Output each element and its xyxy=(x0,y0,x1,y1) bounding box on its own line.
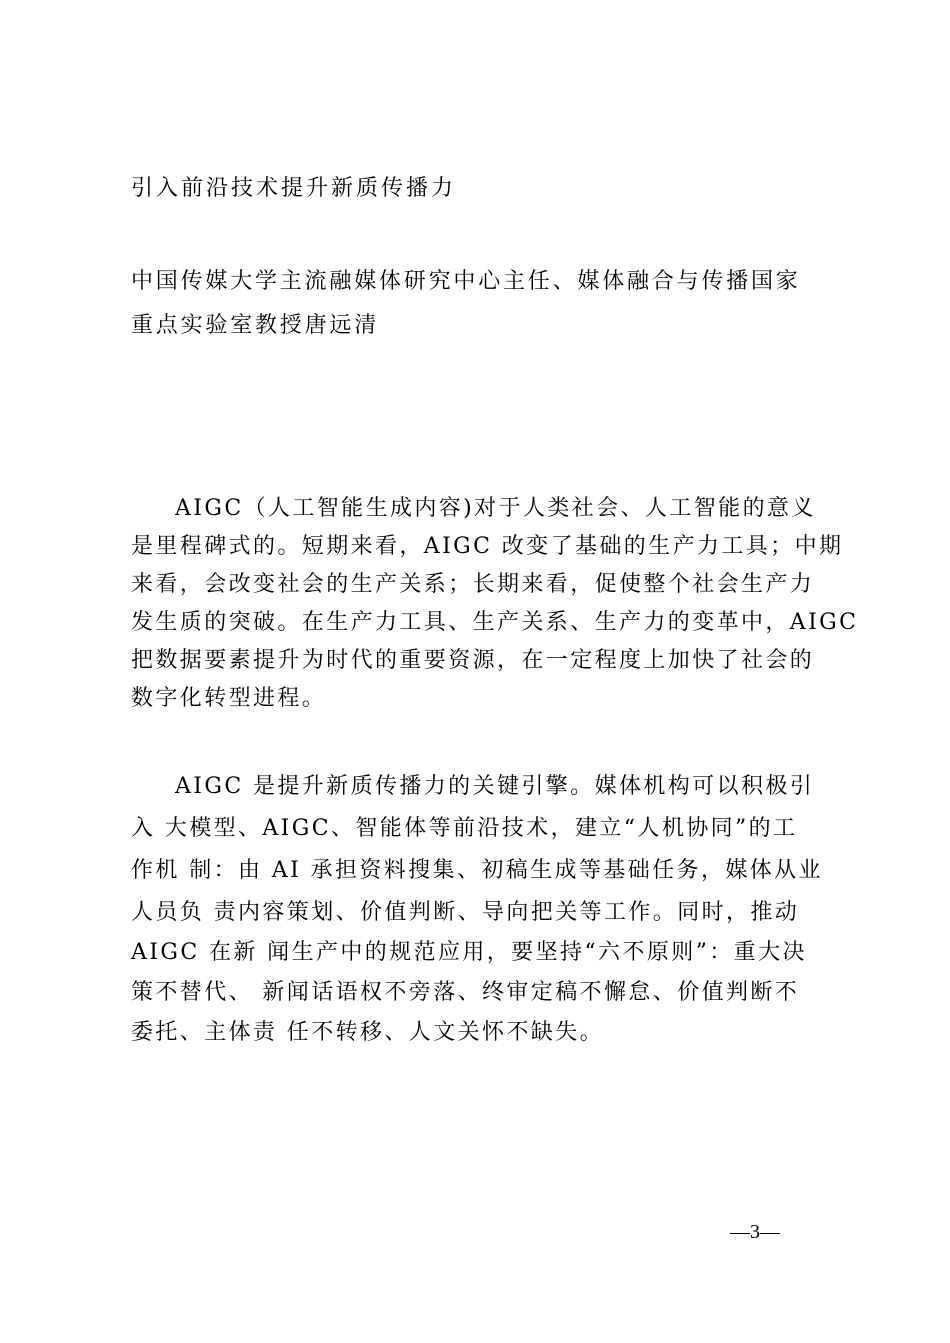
paragraph-line: 入 大模型、AIGC、智能体等前沿技术，建立“人机协同”的工 xyxy=(131,816,798,841)
page-number: —3— xyxy=(730,1221,780,1243)
paragraph-line: 发生质的突破。在生产力工具、生产关系、生产力的变革中，AIGC xyxy=(131,610,859,635)
paragraph-line: 委托、主体责 任不转移、人文关怀不缺失。 xyxy=(131,1020,604,1045)
paragraph-line: AIGC 在新 闻生产中的规范应用，要坚持“六不原则”：重大决 xyxy=(131,940,807,965)
paragraph-line: 把数据要素提升为时代的重要资源，在一定程度上加快了社会的 xyxy=(131,648,815,673)
paragraph-line: 策不替代、 新闻话语权不旁落、终审定稿不懈怠、价值判断不 xyxy=(131,980,800,1005)
paragraph-line: AIGC（人工智能生成内容)对于人类社会、人工智能的意义 xyxy=(175,496,816,521)
author-line: 中国传媒大学主流融媒体研究中心主任、媒体融合与传播国家 xyxy=(131,269,801,294)
paragraph-line: 数字化转型进程。 xyxy=(131,686,327,711)
author-line: 重点实验室教授唐远清 xyxy=(131,313,380,338)
paragraph-line: AIGC 是提升新质传播力的关键引擎。媒体机构可以积极引 xyxy=(175,774,815,799)
paragraph-line: 是里程碑式的。短期来看，AIGC 改变了基础的生产力工具；中期 xyxy=(131,534,844,559)
paragraph-line: 来看，会改变社会的生产关系；长期来看，促使整个社会生产力 xyxy=(131,572,815,597)
paragraph-line: 作机 制：由 AI 承担资料搜集、初稿生成等基础任务，媒体从业 xyxy=(131,858,823,883)
article-title: 引入前沿技术提升新质传播力 xyxy=(131,176,457,201)
paragraph-line: 人员负 责内容策划、价值判断、导向把关等工作。同时，推动 xyxy=(131,900,800,925)
